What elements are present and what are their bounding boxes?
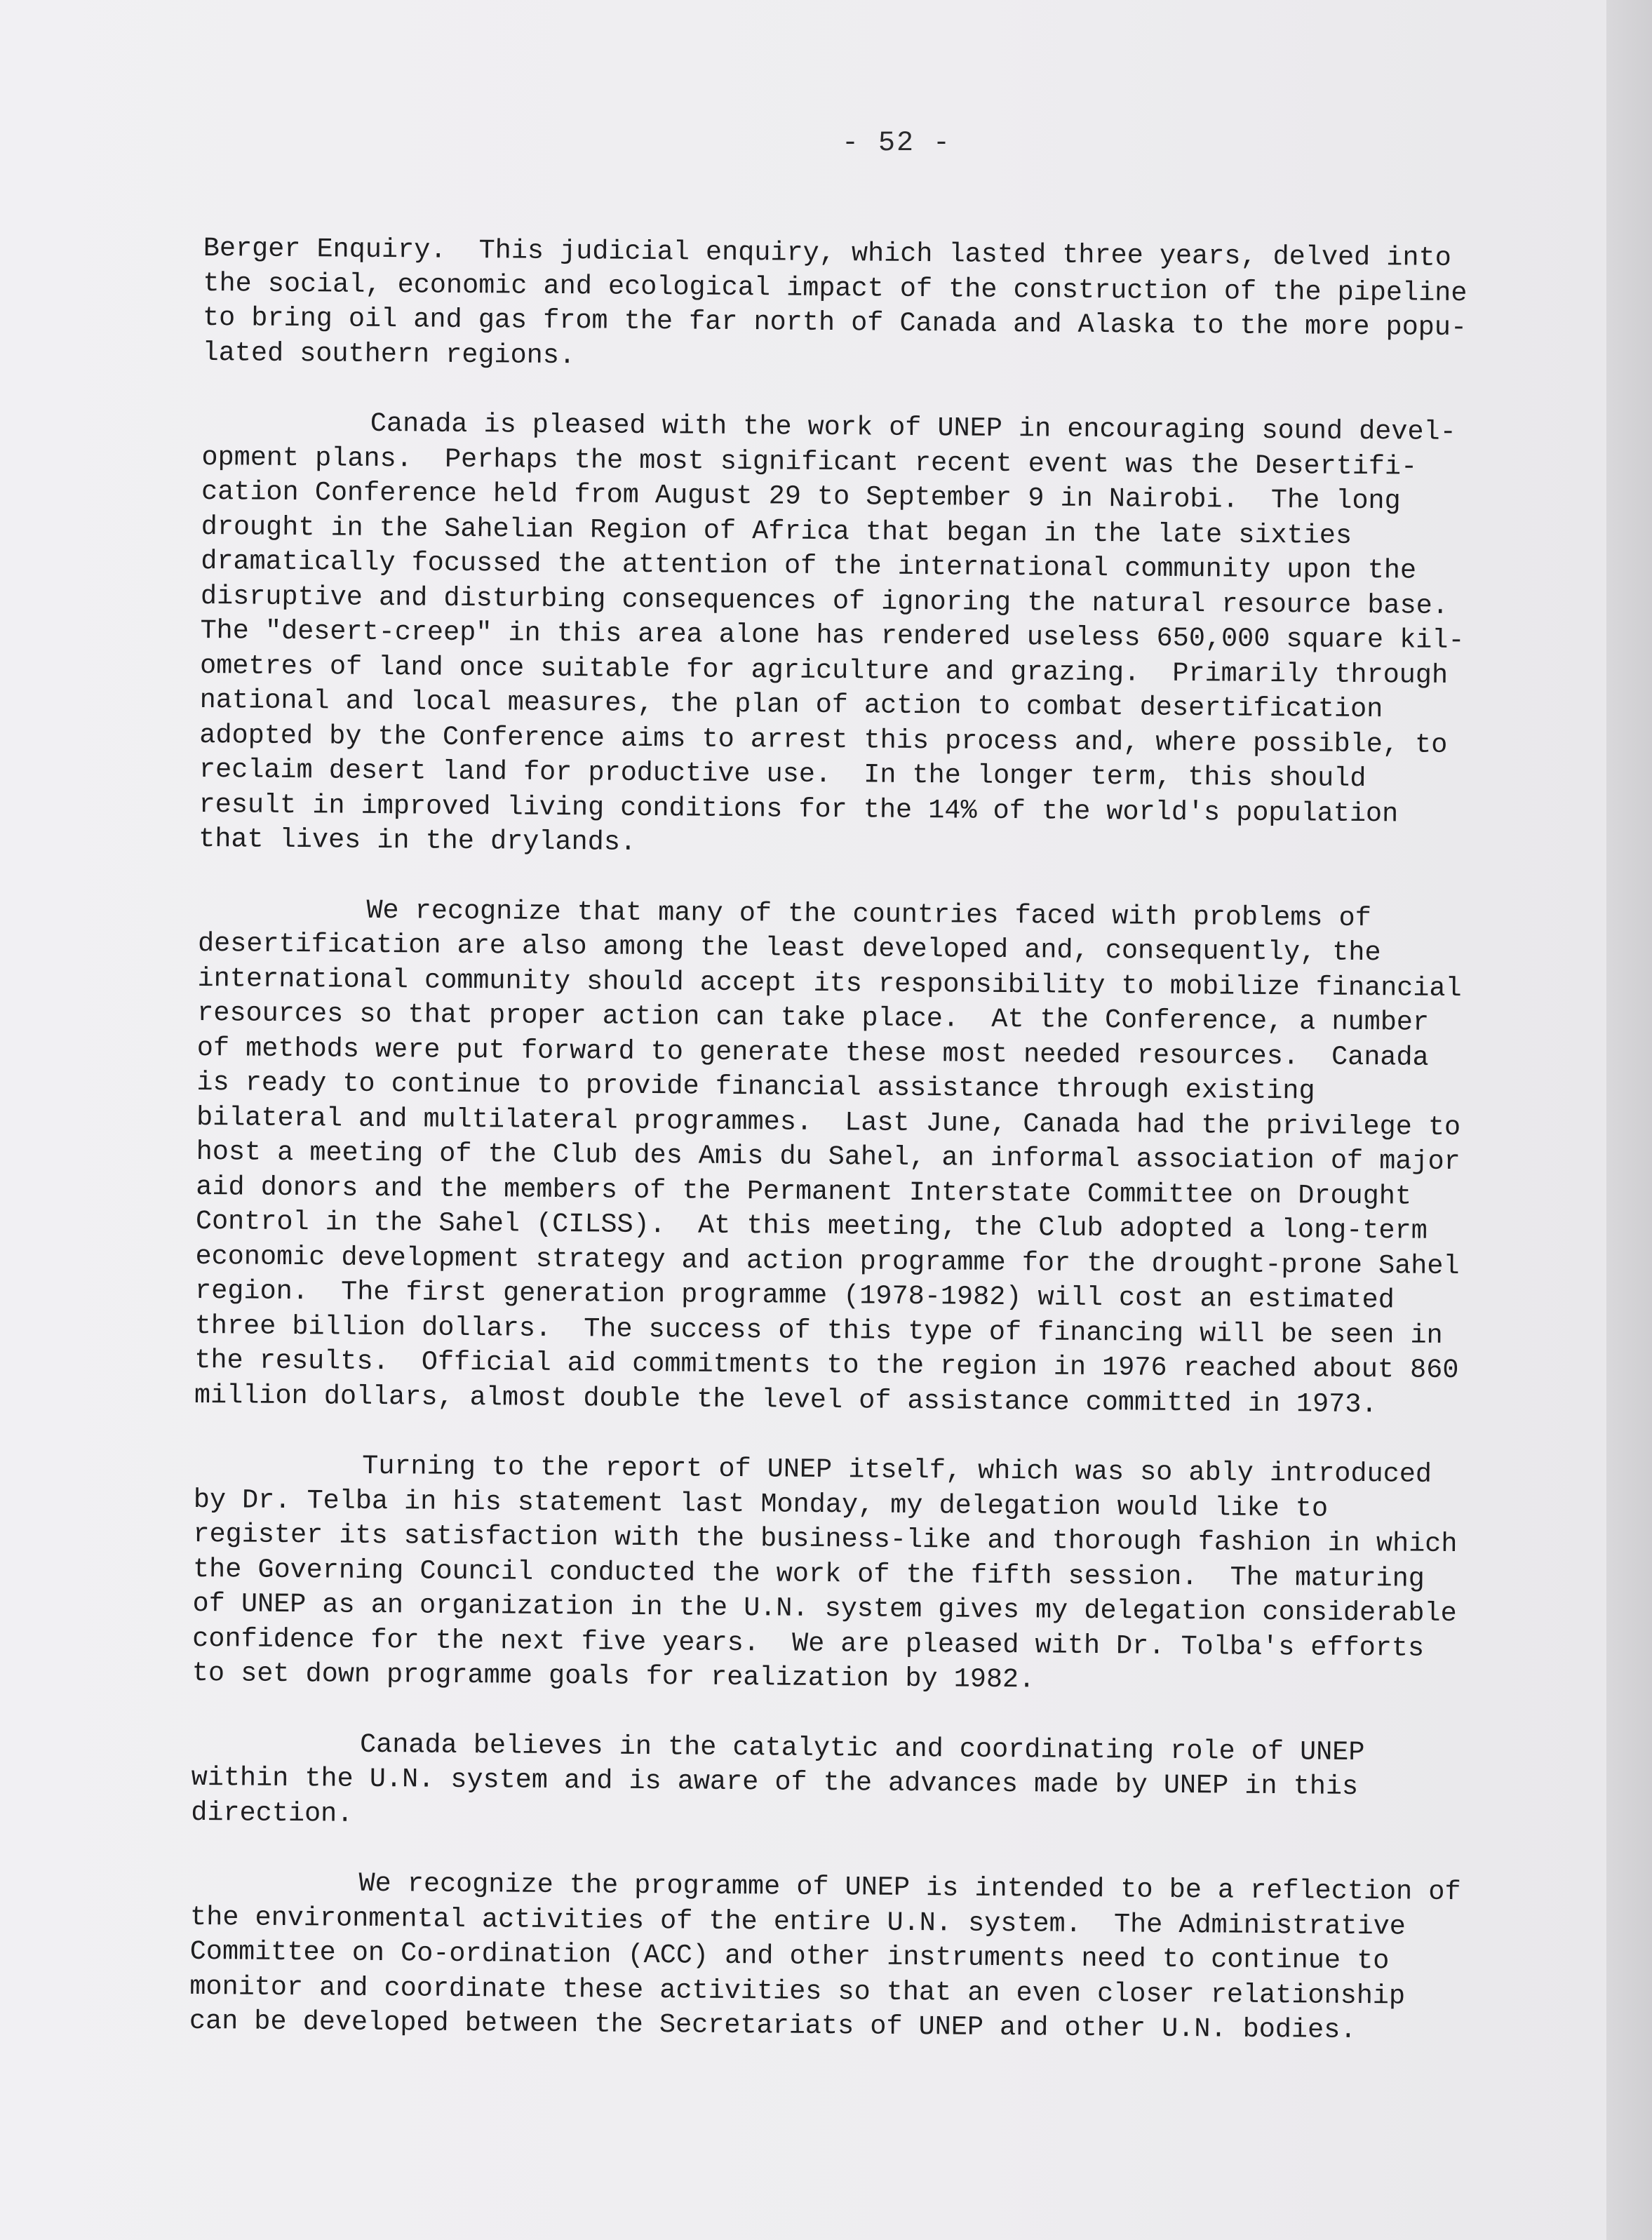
- text-line: million dollars, almost double the level of assistance committed in 1973.: [194, 1379, 1378, 1420]
- text-line: Canada is pleased with the work of UNEP in encouraging sound devel-: [370, 408, 1456, 448]
- text-line: to set down programme goals for realization by 1982.: [192, 1657, 1035, 1696]
- text-line: aid donors and the members of the Permanent Interstate Committee on Drought: [196, 1171, 1412, 1212]
- text-line: reclaim desert land for productive use. In the longer term, this should: [199, 753, 1366, 795]
- paragraph: [191, 1726, 1566, 1841]
- paragraph: [194, 892, 1573, 1423]
- text-line: international community should accept its responsibility to mobilize financial: [197, 963, 1462, 1004]
- text-line: opment plans. Perhaps the most significant recent event was the Desertifi-: [201, 441, 1418, 483]
- text-line: register its satisfaction with the business-like and thorough fashion in which: [193, 1518, 1458, 1560]
- text-line: We recognize that many of the countries faced with problems of: [366, 894, 1371, 934]
- text-line: lated southern regions.: [202, 337, 576, 371]
- text-line: is ready to continue to provide financial assistance through existing: [196, 1066, 1315, 1107]
- text-line: the environmental activities of the entire U.N. system. The Administrative: [189, 1901, 1406, 1943]
- text-line: Control in the Sahel (CILSS). At this meeting, the Club adopted a long-term: [195, 1205, 1428, 1247]
- text-line: the results. Official aid commitments to the region in 1976 reached about 860: [194, 1344, 1459, 1386]
- text-line: desertification are also among the least developed and, consequently, the: [197, 927, 1381, 969]
- paragraph: [192, 1448, 1569, 1702]
- text-line: cation Conference held from August 29 to September 9 in Nairobi. The long: [201, 476, 1401, 517]
- text-line: disruptive and disturbing consequences of ignoring the natural resource base.: [200, 580, 1449, 622]
- text-line: resources so that proper action can take place. At the Conference, a number: [197, 997, 1430, 1038]
- text-line: result in improved living conditions for the 14% of the world's population: [199, 789, 1399, 829]
- text-line: by Dr. Telba in his statement last Monday, my delegation would like to: [193, 1484, 1329, 1524]
- text-line: within the U.N. system and is aware of the advances made by UNEP in this: [191, 1762, 1359, 1802]
- text-line: confidence for the next five years. We are pleased with Dr. Tolba's efforts: [192, 1623, 1425, 1664]
- text-line: The "desert-creep" in this area alone has rendered useless 650,000 square kil-: [200, 615, 1465, 657]
- paragraph: [189, 1865, 1566, 2050]
- text-line: ometres of land once suitable for agriculture and grazing. Primarily through: [199, 650, 1449, 691]
- text-line: monitor and coordinate these activities so that an even closer relationship: [189, 1971, 1406, 2012]
- text-line: Committee on Co-ordination (ACC) and other instruments need to continue to: [189, 1936, 1390, 1977]
- paragraph: [202, 232, 1578, 381]
- text-line: Berger Enquiry. This judicial enquiry, which lasted three years, delved into: [203, 232, 1451, 274]
- text-line: to bring oil and gas from the far north of Canada and Alaska to the more popu-: [202, 302, 1468, 344]
- text-line: bilateral and multilateral programmes. Last June, Canada had the privilege to: [196, 1101, 1461, 1143]
- text-line: region. The first generation programme (1978-1982) will cost an estimated: [194, 1275, 1395, 1316]
- text-line: dramatically focussed the attention of the international community upon the: [201, 545, 1417, 586]
- page-number: - 52 -: [842, 128, 952, 159]
- scan-edge: [1606, 0, 1652, 2240]
- text-line: the Governing Council conducted the work of the fifth session. The maturing: [192, 1553, 1425, 1595]
- text-line: drought in the Sahelian Region of Africa that began in the late sixties: [201, 511, 1352, 551]
- text-line: economic development strategy and action programme for the drought-prone Sahel: [195, 1240, 1460, 1282]
- paragraph: [199, 405, 1577, 868]
- body-text: [189, 232, 1578, 2085]
- text-line: that lives in the drylands.: [199, 823, 637, 858]
- text-line: host a meeting of the Club des Amis du Sahel, an informal association of major: [196, 1136, 1460, 1178]
- text-line: three billion dollars. The success of this type of financing will be seen in: [194, 1310, 1443, 1351]
- text-line: Turning to the report of UNEP itself, which was so ably introduced: [362, 1450, 1432, 1490]
- text-line: direction.: [191, 1797, 354, 1830]
- text-line: the social, economic and ecological impact of the construction of the pipeline: [203, 267, 1468, 309]
- text-line: of methods were put forward to generate these most needed resources. Canada: [196, 1032, 1429, 1073]
- text-line: adopted by the Conference aims to arrest this process and, where possible, to: [199, 719, 1448, 760]
- text-line: can be developed between the Secretariats of UNEP and other U.N. bodies.: [189, 2005, 1357, 2046]
- text-line: of UNEP as an organization in the U.N. system gives my delegation considerable: [192, 1588, 1457, 1630]
- text-line: We recognize the programme of UNEP is intended to be a reflection of: [358, 1867, 1461, 1908]
- text-line: national and local measures, the plan of action to combat desertification: [199, 684, 1383, 725]
- text-line: Canada believes in the catalytic and coordinating role of UNEP: [359, 1729, 1365, 1768]
